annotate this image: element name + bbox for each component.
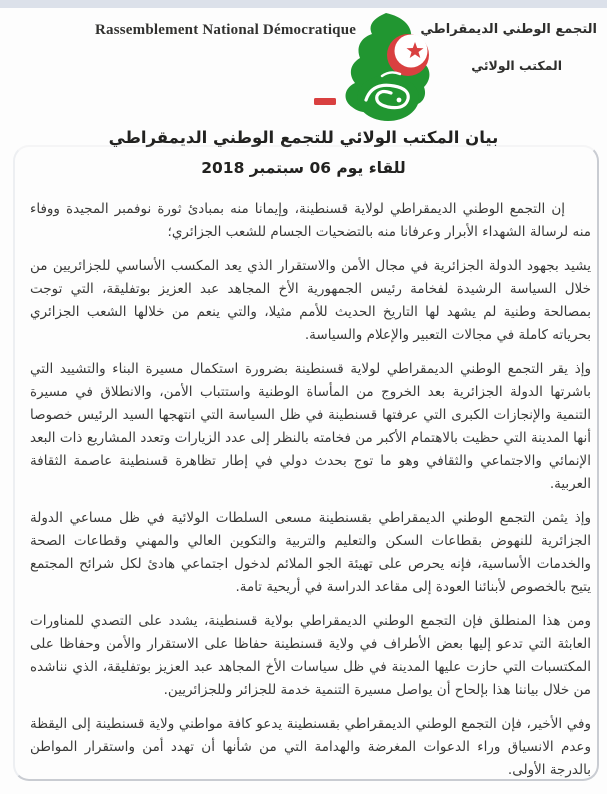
statement-date-line: للقاء يوم 06 سبتمبر 2018	[201, 159, 406, 177]
statement-paragraph: يشيد بجهود الدولة الجزائرية في مجال الأمن والاستقرار الذي يعد المكسب الأساسي للجزائريين من خلال السياسة الرشيدة لفخامة رئيس الجمهورية الأخ المجاهد عبد العزيز بوتفليقة، التي توجت بمصالحة وطنية لم يشهد لها التاريخ الحديث للأمم مثيلا، والتي ينعم من خلالها الشعب الجزائري بحرياته كاملة في مجالات التعبير والإعلام والسياسة.	[30, 258, 591, 343]
statement-paragraph: وإذ يثمن التجمع الوطني الديمقراطي بقسنطينة مسعى السلطات الولائية في ظل مساعي الدولة الجزائرية للنهوض بقطاعات السكن والتعليم والتربية والتكوين العالي والمهني وقطاعات الصحة والخدمات الأساسية، فإنه يحرص على تهيئة الجو الملائم لدخول اجتماعي هادئ لكل شرائح المجتمع يتيح بالخصوص لأبنائنا العودة إلى مقاعد الدراسة في أريحية تامة.	[30, 510, 591, 595]
statement-body	[30, 198, 591, 793]
statement-paragraph: ومن هذا المنطلق فإن التجمع الوطني الديمقراطي بولاية قسنطينة، يشدد على التصدي للمناورات العابثة التي تدعو إليها بعض الأطراف في ولاية قسنطينة حفاظا على الاستقرار والأمن وحفاظا على المكتسبات التي حازت عليها المدينة في ظل سياسات الأخ المجاهد عبد العزيز بوتفليقة، الذي نناشده من خلال بياننا هذا بإلحاح أن يواصل مسيرة التنمية خدمة للجزائر وللجزائريين.	[30, 613, 591, 698]
org-name-arabic: التجمع الوطني الديمقراطي	[420, 22, 597, 37]
statement-paragraph: إن التجمع الوطني الديمقراطي لولاية قسنطينة، وإيمانا منه بمبادئ ثورة نوفمبر المجيدة ووفاء منه لرسالة الشهداء الأبرار وعرفانا منه بالتضحيات الجسام للشعب الجزائري؛	[30, 201, 591, 240]
document-header	[0, 8, 607, 128]
rnd-party-logo-icon	[312, 10, 457, 128]
wilaya-office-label: المكتب الولائي	[471, 58, 562, 73]
statement-paragraph: وفي الأخير، فإن التجمع الوطني الديمقراطي بقسنطينة يدعو كافة مواطني ولاية قسنطينة إلى اليقظة وعدم الانسياق وراء الدعوات المغرضة والهدامة التي من شأنها أن تهدد أمن واستقرار المواطن بالدرجة الأولى.	[30, 716, 591, 778]
photo-top-edge-strip	[0, 0, 607, 8]
statement-title: بيان المكتب الولائي للتجمع الوطني الديمقراطي	[108, 128, 499, 147]
statement-paragraph: وإذ يقر التجمع الوطني الديمقراطي لولاية قسنطينة بضرورة استكمال مسيرة البناء والتشييد التي باشرتها الدولة الجزائرية بعد الخروج من المأساة الوطنية واستتباب الأمن، والانطلاق في مسيرة التنمية والإنجازات الكبرى التي عرفتها قسنطينة في ظل السياسة التي انتهجها السيد الرئيس خصوصا أنها المدينة التي حظيت بالاهتمام الأكبر من فخامته بالنظر إلى عدد الزيارات وتعدد المشاريع ذات البعد الإنمائي والاجتماعي والثقافي وهو ما توج بحدث دولي في إطار تظاهرة قسنطينة عاصمة الثقافة العربية.	[30, 361, 591, 492]
statement-title-block	[0, 128, 607, 177]
org-name-french: Rassemblement National Démocratique	[95, 22, 357, 38]
